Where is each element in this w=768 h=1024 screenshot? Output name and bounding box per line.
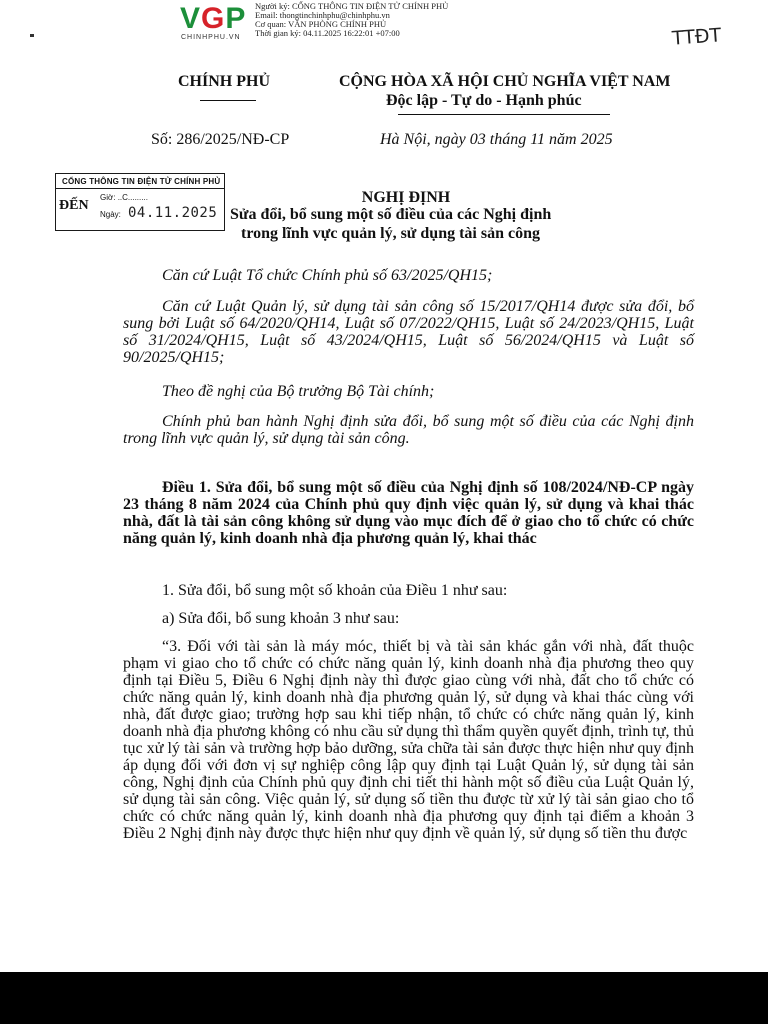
issue-date: Hà Nội, ngày 03 tháng 11 năm 2025 — [380, 131, 613, 148]
stamp-date-label: Ngày: — [100, 210, 121, 219]
preamble-text: Căn cứ Luật Quản lý, sử dụng tài sản công số 15/2017/QH14 được sửa đổi, bổ sung bởi Luật số 64/2020/QH14, Luật số 07/2022/QH15, Luật số 24/2023/QH15, Luật số 31/2024/QH15, Luật số 43/2024/QH15, Luật số 56/2024/QH15 và Luật số 90/2025/QH15; — [123, 298, 694, 366]
agency-underline — [200, 100, 256, 101]
signer-line: Người ký: CỔNG THÔNG TIN ĐIỆN TỬ CHÍNH PHỦ — [255, 1, 449, 11]
scan-speck — [30, 34, 34, 37]
signer-line: Email: thongtinchinhphu@chinhphu.vn — [255, 10, 390, 20]
digital-signature-info — [255, 2, 448, 38]
national-title: CỘNG HÒA XÃ HỘI CHỦ NGHĨA VIỆT NAM — [339, 73, 671, 90]
stamp-date-value: 04.11.2025 — [128, 205, 218, 221]
preamble-paragraph — [123, 413, 694, 447]
handwritten-mark: TTĐT — [671, 24, 722, 50]
signer-line: Cơ quan: VĂN PHÒNG CHÍNH PHỦ — [255, 19, 387, 29]
preamble-text: Chính phủ ban hành Nghị định sửa đổi, bổ sung một số điều của các Nghị định trong lĩnh vực quản lý, sử dụng tài sản công. — [123, 413, 694, 447]
vgp-logo-subtext: CHINHPHU.VN — [181, 34, 241, 41]
stamp-time-label: Giờ: ..C......... — [100, 193, 148, 202]
vgp-logo: VGP — [180, 2, 247, 35]
document-subtitle-line1: Sửa đổi, bổ sung một số điều của các Nghị định — [230, 206, 552, 223]
article-heading-text: Điều 1. Sửa đổi, bổ sung một số điều của Nghị định số 108/2024/NĐ-CP ngày 23 tháng 8 năm 2024 của Chính phủ quy định việc quản lý, sử dụng và khai thác nhà, đất là tài sản công không sử dụng vào mục đích để ở giao cho tổ chức có chức năng quản lý, kinh doanh nhà địa phương quản lý, khai thác — [123, 479, 694, 547]
document-type: NGHỊ ĐỊNH — [361, 189, 451, 206]
signer-line: Thời gian ký: 04.11.2025 16:22:01 +07:00 — [255, 28, 400, 38]
national-motto: Độc lập - Tự do - Hạnh phúc — [386, 92, 582, 109]
preamble-paragraph — [123, 298, 694, 366]
clause-paragraph: 1. Sửa đổi, bổ sung một số khoản của Điều 1 như sau: — [162, 582, 508, 599]
scan-bottom-border — [0, 972, 768, 1024]
preamble-paragraph: Căn cứ Luật Tổ chức Chính phủ số 63/2025/QH15; — [162, 267, 493, 284]
clause-paragraph: a) Sửa đổi, bổ sung khoản 3 như sau: — [162, 610, 400, 627]
issuing-agency: CHÍNH PHỦ — [178, 73, 270, 90]
document-subtitle-line2: trong lĩnh vực quản lý, sử dụng tài sản công — [241, 225, 540, 242]
article-heading — [123, 479, 694, 547]
stamp-den-label: ĐẾN — [59, 198, 89, 213]
quoted-clause — [123, 638, 694, 842]
stamp-title: CỔNG THÔNG TIN ĐIỆN TỬ CHÍNH PHỦ — [62, 177, 221, 186]
motto-underline — [398, 114, 610, 115]
preamble-paragraph: Theo đề nghị của Bộ trưởng Bộ Tài chính; — [162, 383, 435, 400]
document-number: Số: 286/2025/NĐ-CP — [151, 131, 290, 148]
quoted-clause-text: “3. Đối với tài sản là máy móc, thiết bị và tài sản khác gắn với nhà, đất thuộc phạm vi giao cho tổ chức có chức năng quản lý, kinh doanh nhà địa phương theo quy định tại Điều 5, Điều 6 Nghị định này thì được giao cùng với nhà, đất cho tổ chức có chức năng quản lý, kinh doanh nhà địa phương quản lý, sử dụng và khai thác cùng với nhà, đất được giao; trường hợp sau khi tiếp nhận, tổ chức có chức năng quản lý, kinh doanh nhà địa phương không có nhu cầu sử dụng thì thẩm quyền quyết định, trình tự, thủ tục xử lý tài sản và trường hợp bảo dưỡng, sửa chữa tài sản được thực hiện như quy định áp dụng đối với đơn vị sự nghiệp công lập quy định tại Luật Quản lý, sử dụng tài sản công, Nghị định của Chính phủ quy định chi tiết thi hành một số điều của Luật Quản lý, sử dụng tài sản công. Việc quản lý, sử dụng số tiền thu được từ xử lý tài sản giao cho tổ chức có chức năng quản lý, kinh doanh nhà địa phương quy định tại điểm a khoản 3 Điều 2 Nghị định này được thực hiện như quy định về quản lý, sử dụng số tiền thu được — [123, 638, 694, 842]
